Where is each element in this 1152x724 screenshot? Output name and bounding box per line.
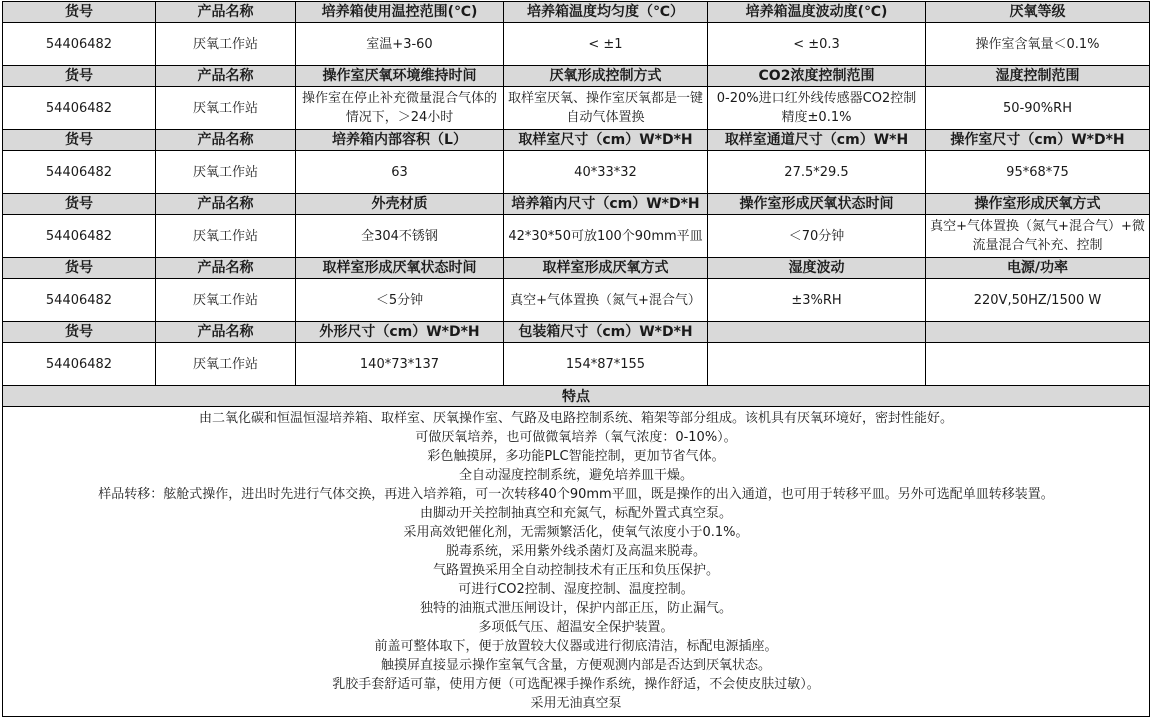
item-number-value: 54406482 [3, 151, 156, 194]
spec-c-header: CO2浓度控制范围 [708, 66, 926, 87]
features-row [3, 407, 1150, 717]
item-number-header: 货号 [3, 66, 156, 87]
feature-item: 气路置换采用全自动控制技术有正压和负压保护。 [432, 563, 719, 578]
spec-b-value: < ±1 [504, 23, 708, 66]
spec-a-header: 培养箱内部容积（L） [296, 130, 504, 151]
feature-item: 前盖可整体取下，便于放置较大仪器或进行彻底清洁，标配电源插座。 [374, 639, 778, 654]
item-number-header: 货号 [3, 2, 156, 23]
item-number-value: 54406482 [3, 23, 156, 66]
feature-item: 乳胶手套舒适可靠，使用方便（可选配裸手操作系统，操作舒适，不会使皮肤过敏）。 [332, 677, 820, 692]
spec-d-value: 操作室含氧量＜0.1% [926, 23, 1150, 66]
product-name-value: 厌氧工作站 [156, 215, 296, 258]
spec-b-header: 包装箱尺寸（cm）W*D*H [504, 322, 708, 343]
header-row [3, 66, 1150, 87]
spec-b-header: 培养箱内尺寸（cm）W*D*H [504, 194, 708, 215]
feature-item: 可做厌氧培养，也可做微氧培养（氧气浓度：0-10%）。 [415, 430, 737, 445]
item-number-value: 54406482 [3, 279, 156, 322]
spec-a-header: 培养箱使用温控范围(℃) [296, 2, 504, 23]
product-name-value: 厌氧工作站 [156, 343, 296, 386]
spec-a-value: 全304不锈钢 [296, 215, 504, 258]
spec-a-header: 操作室厌氧环境维持时间 [296, 66, 504, 87]
spec-b-header: 取样室形成厌氧方式 [504, 258, 708, 279]
item-number-header: 货号 [3, 130, 156, 151]
spec-d-header: 电源/功率 [926, 258, 1150, 279]
spec-a-value: 140*73*137 [296, 343, 504, 386]
spec-b-header: 取样室尺寸（cm）W*D*H [504, 130, 708, 151]
spec-d-value [926, 343, 1150, 386]
feature-item: 由二氧化碳和恒温恒湿培养箱、取样室、厌氧操作室、气路及电路控制系统、箱架等部分组成。该机具有厌氧环境好，密封性能好。 [198, 411, 953, 426]
spec-d-header: 操作室形成厌氧方式 [926, 194, 1150, 215]
feature-item: 可进行CO2控制、湿度控制、温度控制。 [458, 582, 694, 597]
item-number-header: 货号 [3, 322, 156, 343]
spec-c-value [708, 343, 926, 386]
feature-item: 由脚动开关控制抽真空和充氮气，标配外置式真空泵。 [419, 506, 732, 521]
features-list [3, 407, 1150, 717]
spec-b-value: 40*33*32 [504, 151, 708, 194]
feature-item: 采用高效钯催化剂，无需频繁活化，使氧气浓度小于0.1%。 [403, 525, 749, 540]
spec-b-header: 培养箱温度均匀度（℃） [504, 2, 708, 23]
item-number-value: 54406482 [3, 215, 156, 258]
spec-a-header: 取样室形成厌氧状态时间 [296, 258, 504, 279]
spec-c-header: 湿度波动 [708, 258, 926, 279]
product-name-header: 产品名称 [156, 2, 296, 23]
spec-b-value: 42*30*50可放100个90mm平皿 [504, 215, 708, 258]
item-number-value: 54406482 [3, 87, 156, 130]
product-name-header: 产品名称 [156, 194, 296, 215]
value-row [3, 343, 1150, 386]
value-row [3, 87, 1150, 130]
item-number-header: 货号 [3, 258, 156, 279]
feature-item: 采用无油真空泵 [530, 696, 622, 711]
spec-d-value: 50-90%RH [926, 87, 1150, 130]
value-row [3, 215, 1150, 258]
feature-item: 全自动湿度控制系统，避免培养皿干燥。 [458, 468, 693, 483]
item-number-value: 54406482 [3, 343, 156, 386]
header-row [3, 322, 1150, 343]
product-name-header: 产品名称 [156, 66, 296, 87]
spec-a-header: 外壳材质 [296, 194, 504, 215]
header-row [3, 194, 1150, 215]
spec-d-header: 厌氧等级 [926, 2, 1150, 23]
value-row [3, 23, 1150, 66]
spec-c-header: 培养箱温度波动度(℃) [708, 2, 926, 23]
product-name-value: 厌氧工作站 [156, 279, 296, 322]
spec-d-header [926, 322, 1150, 343]
spec-b-header: 厌氧形成控制方式 [504, 66, 708, 87]
spec-b-value: 真空+气体置换（氮气+混合气） [504, 279, 708, 322]
feature-item: 多项低气压、超温安全保护装置。 [478, 620, 674, 635]
feature-item: 样品转移：舷舱式操作，进出时先进行气体交换，再进入培养箱，可一次转移40个90mm平皿，既是操作的出入通道，也可用于转移平皿。另外可选配单皿转移装置。 [98, 487, 1054, 502]
feature-item: 彩色触摸屏，多功能PLC智能控制，更加节省气体。 [427, 449, 725, 464]
value-row [3, 151, 1150, 194]
spec-d-header: 操作室尺寸（cm）W*D*H [926, 130, 1150, 151]
spec-b-value: 取样室厌氧、操作室厌氧都是一键自动气体置换 [504, 87, 708, 130]
spec-a-value: 操作室在停止补充微量混合气体的情况下，＞24小时 [296, 87, 504, 130]
spec-a-value: 室温+3-60 [296, 23, 504, 66]
spec-c-value: ＜70分钟 [708, 215, 926, 258]
spec-c-value: 27.5*29.5 [708, 151, 926, 194]
product-name-header: 产品名称 [156, 258, 296, 279]
spec-d-header: 湿度控制范围 [926, 66, 1150, 87]
features-title: 特点 [3, 386, 1150, 407]
header-row [3, 130, 1150, 151]
spec-a-header: 外形尺寸（cm）W*D*H [296, 322, 504, 343]
spec-d-value: 真空+气体置换（氮气+混合气）+微流量混合气补充、控制 [926, 215, 1150, 258]
feature-item: 脱毒系统，采用紫外线杀菌灯及高温来脱毒。 [445, 544, 706, 559]
spec-c-header: 取样室通道尺寸（cm）W*H [708, 130, 926, 151]
product-name-value: 厌氧工作站 [156, 23, 296, 66]
feature-item: 独特的油瓶式泄压闸设计，保护内部正压，防止漏气。 [419, 601, 732, 616]
spec-d-value: 95*68*75 [926, 151, 1150, 194]
spec-table-body [3, 2, 1150, 717]
spec-d-value: 220V,50HZ/1500 W [926, 279, 1150, 322]
spec-c-value: ±3%RH [708, 279, 926, 322]
spec-c-value: < ±0.3 [708, 23, 926, 66]
item-number-header: 货号 [3, 194, 156, 215]
features-title-row [3, 386, 1150, 407]
spec-a-value: 63 [296, 151, 504, 194]
product-spec-table [2, 1, 1150, 717]
product-name-value: 厌氧工作站 [156, 87, 296, 130]
product-name-header: 产品名称 [156, 322, 296, 343]
spec-a-value: ＜5分钟 [296, 279, 504, 322]
product-name-value: 厌氧工作站 [156, 151, 296, 194]
feature-item: 触摸屏直接显示操作室氧气含量，方便观测内部是否达到厌氧状态。 [380, 658, 771, 673]
spec-c-value: 0-20%进口红外线传感器CO2控制精度±0.1% [708, 87, 926, 130]
header-row [3, 258, 1150, 279]
value-row [3, 279, 1150, 322]
product-name-header: 产品名称 [156, 130, 296, 151]
spec-b-value: 154*87*155 [504, 343, 708, 386]
spec-c-header: 操作室形成厌氧状态时间 [708, 194, 926, 215]
header-row [3, 2, 1150, 23]
spec-c-header [708, 322, 926, 343]
